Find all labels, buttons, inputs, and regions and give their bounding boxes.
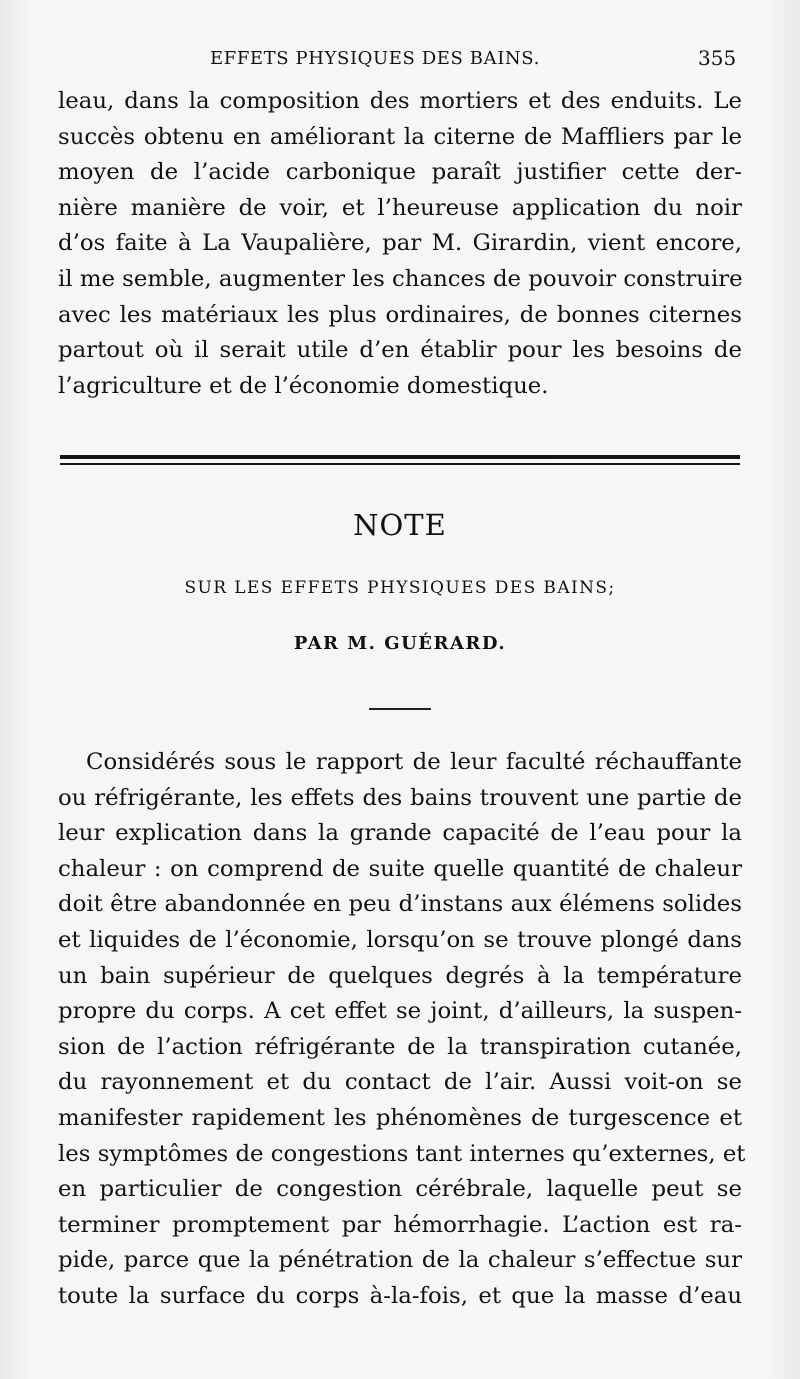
note-subtitle: SUR LES EFFETS PHYSIQUES DES BAINS; (184, 578, 616, 598)
text-line: moyen de l’acide carbonique paraît justifier cette der- (58, 159, 742, 186)
text-line: un bain supérieur de quelques degrés à la température (58, 962, 742, 989)
text-line: manifester rapidement les phénomènes de turgescence et (58, 1104, 742, 1131)
section-divider-thick (60, 455, 740, 459)
running-title: EFFETS PHYSIQUES DES BAINS. (210, 48, 540, 69)
page-number: 355 (698, 46, 737, 70)
text-line: du rayonnement et du contact de l’air. Aussi voit-on se (58, 1069, 742, 1096)
note-author: PAR M. GUÉRARD. (293, 633, 507, 654)
text-line: en particulier de congestion cérébrale, laquelle peut se (58, 1176, 742, 1203)
text-line: toute la surface du corps à-la-fois, et que la masse d’eau (58, 1282, 742, 1309)
text-line: chaleur : on comprend de suite quelle quantité de chaleur (58, 855, 742, 882)
text-line: et liquides de l’économie, lorsqu’on se trouve plongé dans (58, 926, 742, 953)
short-divider (369, 708, 431, 710)
text-line: leur explication dans la grande capacité de l’eau pour la (58, 820, 742, 847)
text-line: succès obtenu en améliorant la citerne de Maffliers par le (58, 123, 742, 150)
note-title: NOTE (353, 508, 447, 542)
text-line: partout où il serait utile d’en établir pour les besoins de (58, 337, 742, 364)
text-line: Considérés sous le rapport de leur faculté réchauffante (86, 749, 742, 775)
text-line: nière manière de voir, et l’heureuse application du noir (58, 194, 742, 221)
text-line: avec les matériaux les plus ordinaires, de bonnes citernes (58, 301, 742, 328)
intro-paragraph (58, 84, 742, 404)
text-line: propre du corps. A cet effet se joint, d’ailleurs, la suspen- (58, 998, 742, 1025)
text-line: doit être abandonnée en peu d’instans aux élémens solides (58, 891, 742, 918)
text-line: l’agriculture et de l’économie domestique. (58, 372, 549, 399)
page-header (0, 44, 800, 74)
text-line: terminer promptement par hémorrhagie. L’action est ra- (58, 1211, 742, 1238)
text-line: pide, parce que la pénétration de la chaleur s’effectue sur (58, 1247, 742, 1274)
text-line: leau, dans la composition des mortiers et des enduits. Le (58, 88, 742, 114)
text-line: ou réfrigérante, les effets des bains trouvent une partie de (58, 784, 742, 811)
text-line: les symptômes de congestions tant internes qu’externes, et (58, 1140, 746, 1167)
text-line: d’os faite à La Vaupalière, par M. Girardin, vient encore, (58, 230, 742, 257)
section-divider-thin (60, 463, 740, 465)
text-line: il me semble, augmenter les chances de pouvoir construire (58, 265, 743, 292)
main-paragraph (58, 745, 746, 1315)
text-line: sion de l’action réfrigérante de la transpiration cutanée, (58, 1033, 742, 1060)
